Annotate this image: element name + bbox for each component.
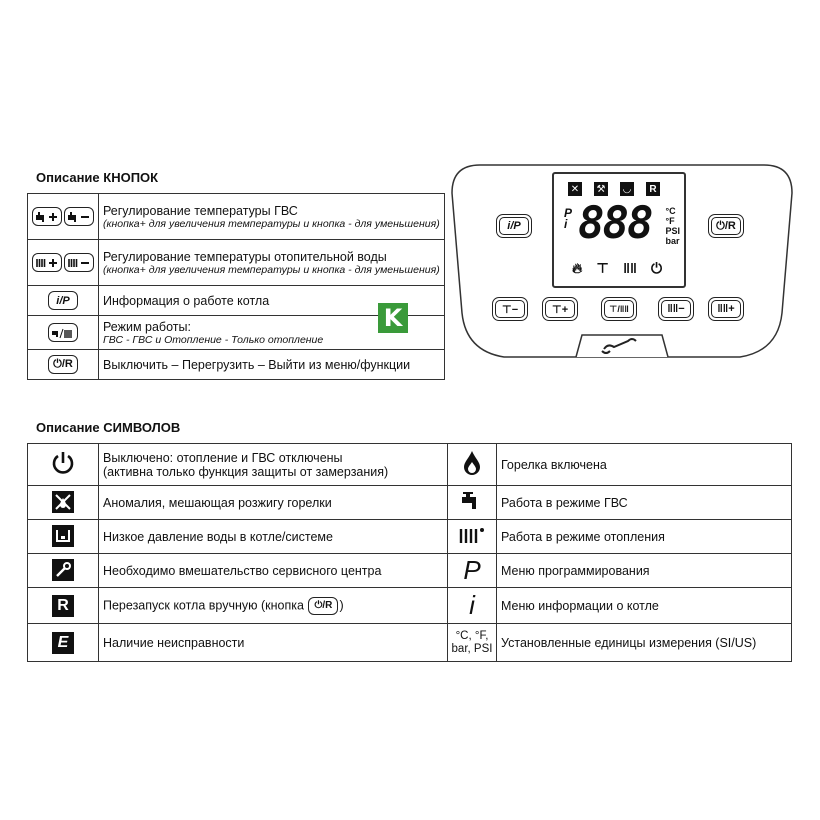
lcd-anomaly-icon: ✕ [568,182,582,196]
panel-dhw-minus-button[interactable] [492,297,528,321]
dhw-plus-icon: ⊤+ [545,300,575,318]
tap-symbol-description: Работа в режиме ГВС [497,486,792,520]
brand-logo: K [378,303,408,333]
program-symbol-cell [448,554,497,588]
lcd-pressure-icon: ◡ [620,182,634,196]
lcd-units: °C °F PSI bar [665,206,680,246]
service-symbol-description: Необходимо вмешательство сервисного центра [99,554,448,588]
power-symbol-description: Выключено: отопление и ГВС отключены (активна только функция защиты от замерзания) [99,444,448,486]
fault-symbol-description: Наличие неисправности [99,624,448,662]
lcd-bottom-icons [572,260,662,277]
dhw-buttons-cell [28,194,99,240]
dhw-description: Регулирование температуры ГВС (кнопка+ для увеличения температуры и кнопка - для уменьшения) [99,194,445,240]
panel-heating-plus-button[interactable] [708,297,744,321]
mode-icon: ⊤/‖‖ [604,300,634,318]
flame-symbol-description: Горелка включена [497,444,792,486]
radiator-icon [457,526,487,544]
flame-symbol-cell [448,444,497,486]
reset-r-icon: R [52,595,74,617]
manual-reset-symbol-cell [28,588,99,624]
inline-reset-button-icon: ⏻/R [308,597,338,615]
program-p-icon: P [463,555,481,585]
info-button-icon: i/P [48,291,78,310]
units-symbol-cell: °C, °F, bar, PSI [448,624,497,662]
burner-anomaly-icon [52,491,74,513]
mode-description: Режим работы: ГВС - ГВС и Отопление - Только отопление [99,316,445,350]
units-symbol-description: Установленные единицы измерения (SI/US) [497,624,792,662]
info-symbol-description: Меню информации о котле [497,588,792,624]
pressure-symbol-description: Низкое давление воды в котле/системе [99,520,448,554]
flame-icon [463,450,481,476]
dhw-minus-icon: ⊤− [495,300,525,318]
lcd-power-icon: ⏻ [651,260,663,276]
lcd-display [552,172,686,288]
tap-icon [460,491,484,511]
panel-info-button[interactable]: i/P [496,214,532,238]
radiator-symbol-description: Работа в режиме отопления [497,520,792,554]
lcd-side-letters: P i [564,206,573,231]
dhw-plus-button-icon [32,207,62,226]
buttons-table [27,193,445,380]
fault-symbol-cell [28,624,99,662]
info-button-cell [28,286,99,316]
lcd-wrench-icon: ⚒ [594,182,608,196]
power-symbol-cell [28,444,99,486]
tap-symbol-cell [448,486,497,520]
low-pressure-icon [52,525,74,547]
symbols-section-title: Описание СИМВОЛОВ [36,420,181,435]
lcd-reset-icon: R [646,182,660,196]
reset-description: Выключить – Перегрузить – Выйти из меню/функции [99,350,445,380]
heating-plus-icon: ‖‖+ [711,300,741,318]
heating-plus-button-icon [32,253,62,272]
anomaly-symbol-cell [28,486,99,520]
mode-button-icon [48,323,78,342]
lcd-radiator-icon: ‖‖ [623,260,638,276]
dhw-minus-button-icon [64,207,94,226]
panel-heating-minus-button[interactable] [658,297,694,321]
program-symbol-description: Меню программирования [497,554,792,588]
lcd-tap-icon: ⊤ [596,260,610,276]
symbols-table [27,443,792,662]
radiator-symbol-cell [448,520,497,554]
lcd-top-icons [568,182,660,196]
info-description: Информация о работе котла [99,286,445,316]
pressure-symbol-cell [28,520,99,554]
service-symbol-cell [28,554,99,588]
power-icon [51,450,75,476]
reset-button-cell [28,350,99,380]
panel-reset-button[interactable]: ⏻/R [708,214,744,238]
panel-mode-button[interactable] [601,297,637,321]
info-i-icon: i [469,590,475,620]
info-symbol-cell [448,588,497,624]
fault-e-icon: E [52,632,74,654]
heating-minus-button-icon [64,253,94,272]
panel-dhw-plus-button[interactable] [542,297,578,321]
lcd-digits: 888 [578,198,652,249]
heating-minus-icon: ‖‖− [661,300,691,318]
buttons-section-title: Описание КНОПОК [36,170,159,185]
wrench-icon [52,559,74,581]
mode-button-cell [28,316,99,350]
reset-button-icon: ⏻/R [48,355,78,374]
lcd-flame-icon: 🔥︎ [572,260,583,276]
heating-buttons-cell [28,240,99,286]
heating-description: Регулирование температуры отопительной воды (кнопка+ для увеличения температуры и кнопка - для уменьшения) [99,240,445,286]
anomaly-symbol-description: Аномалия, мешающая розжигу горелки [99,486,448,520]
manual-reset-symbol-description: Перезапуск котла вручную (кнопка ⏻/R ) [99,588,448,624]
